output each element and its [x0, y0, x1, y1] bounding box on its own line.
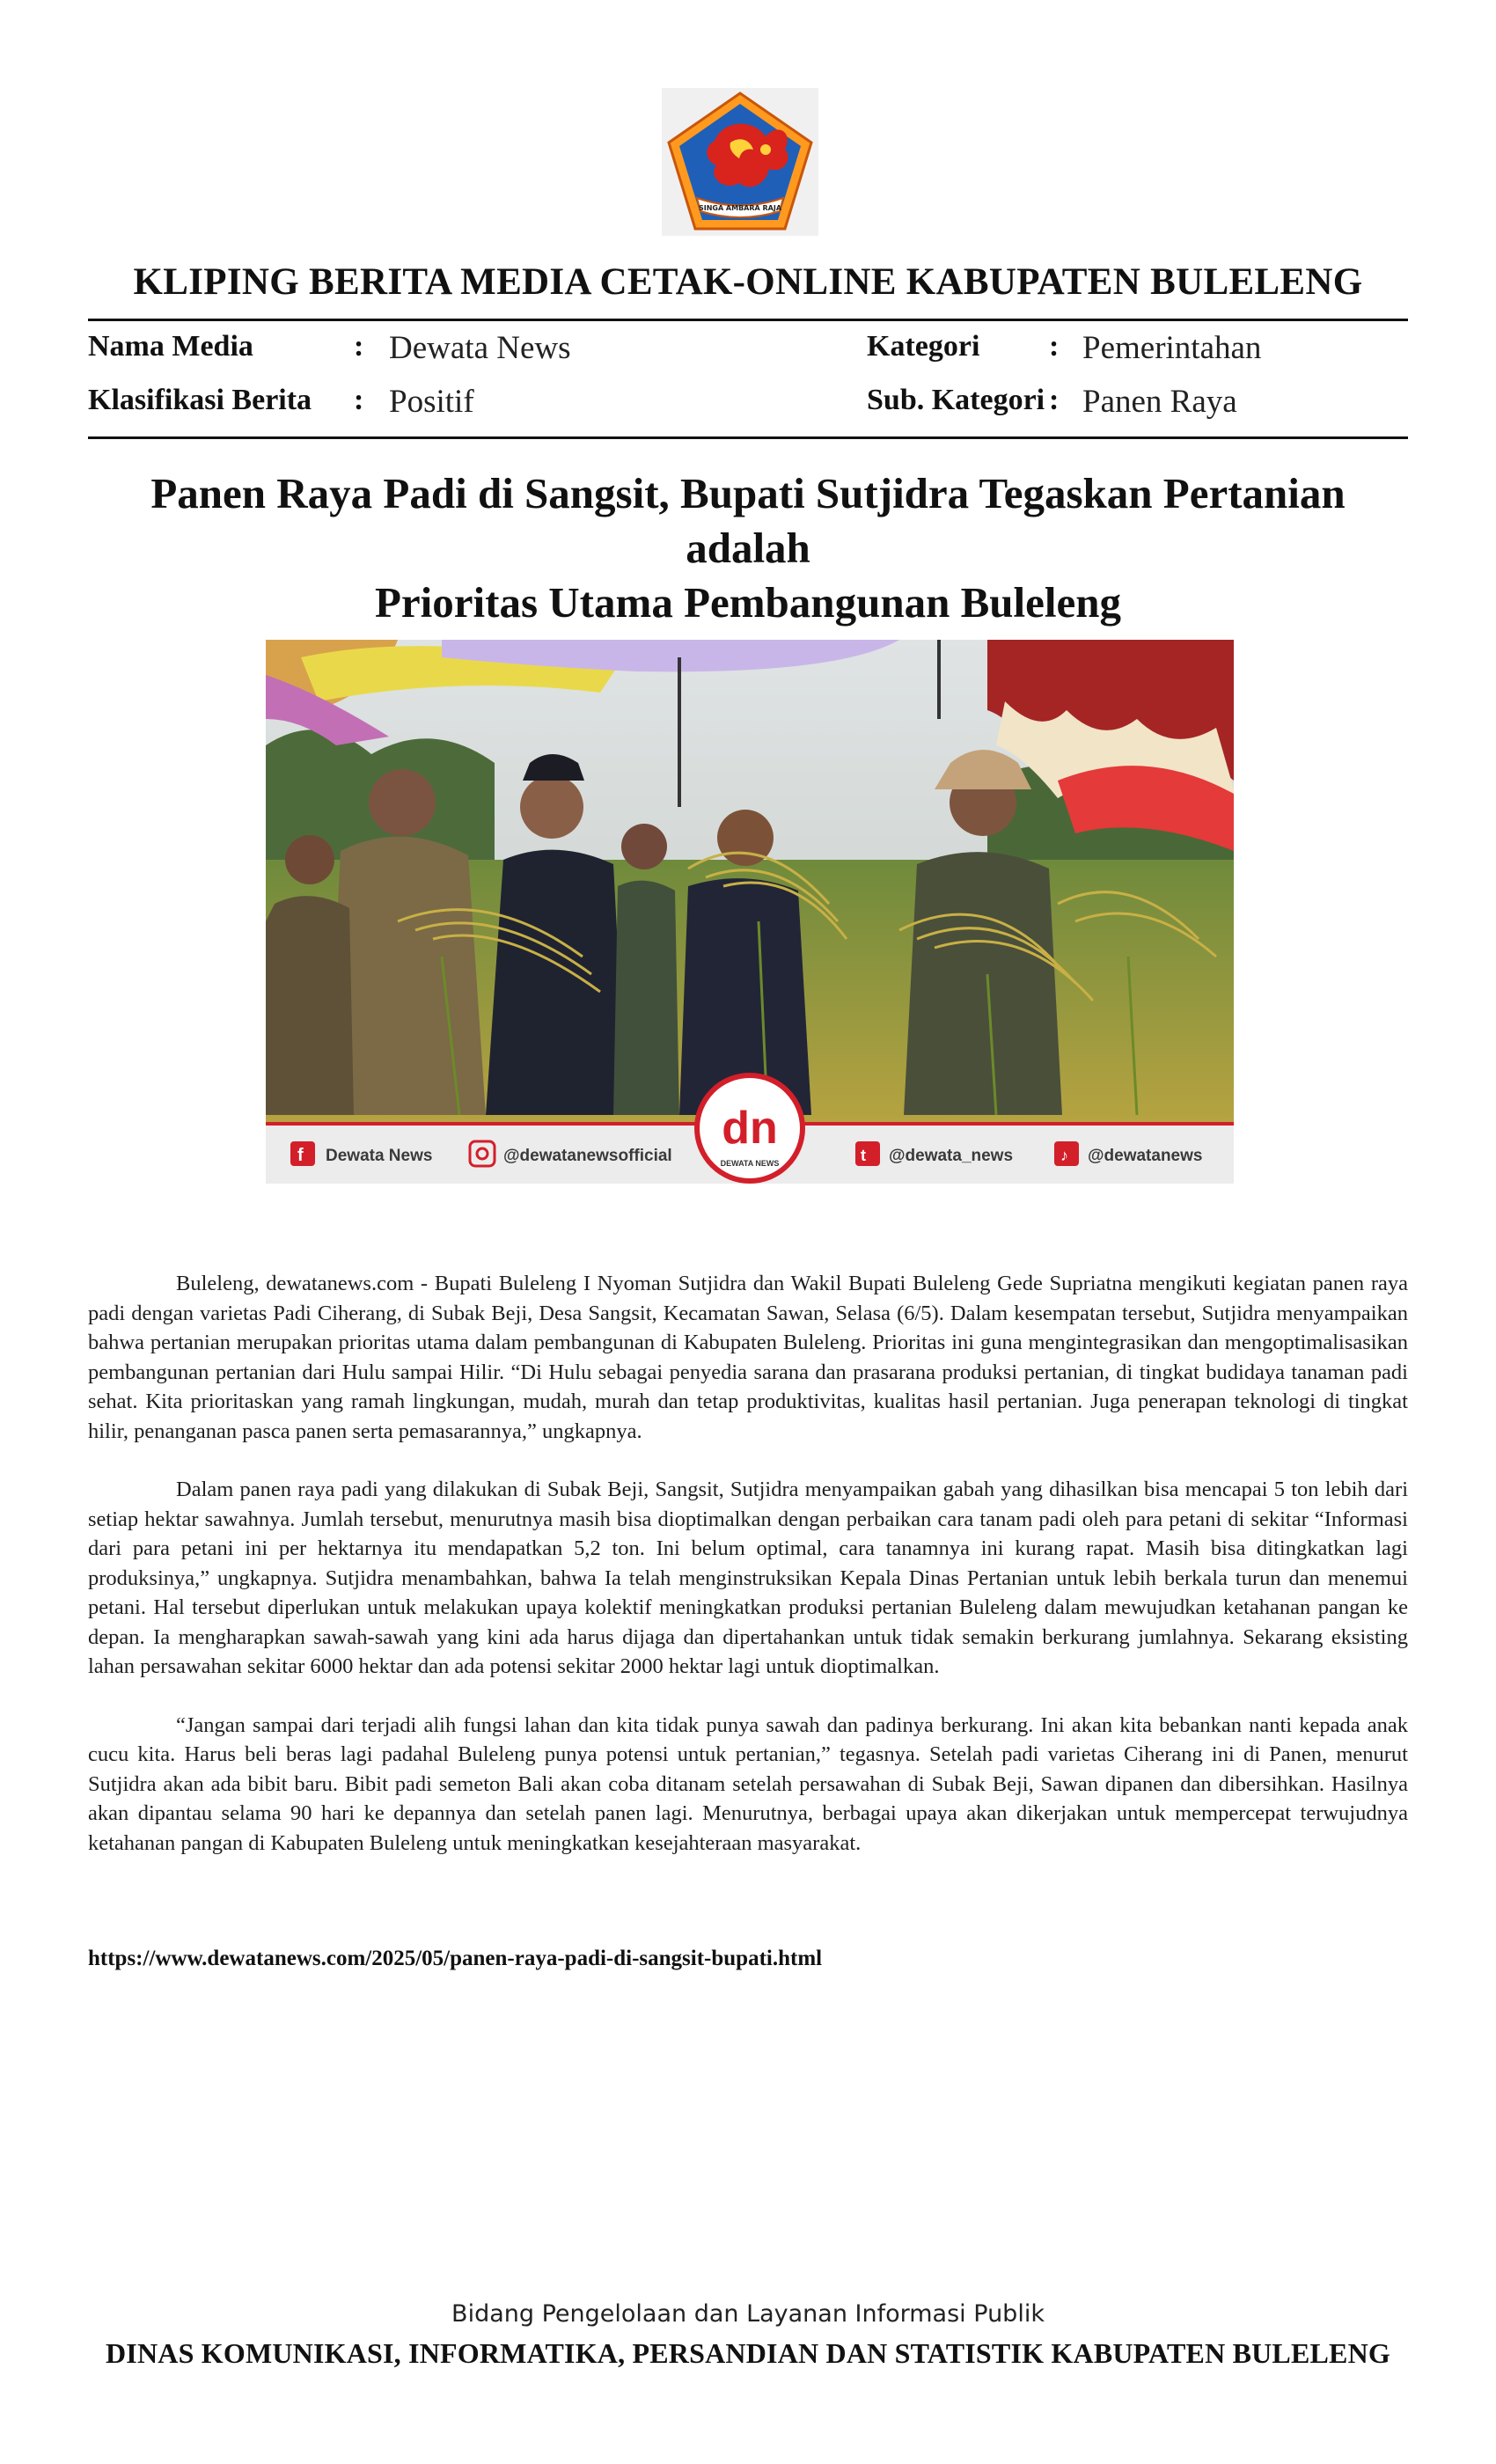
article-paragraph: Buleleng, dewatanews.com - Bupati Buleleng I Nyoman Sutjidra dan Wakil Bupati Buleleng Gede Supriatna mengikuti kegiatan panen raya padi dengan varietas Padi Ciherang, di Subak Beji, Desa Sangsit, Kecamatan Sawan, Selasa (6/5). Dalam kesempatan tersebut, Sutjidra menyampaikan bahwa pertanian merupakan prioritas utama dalam pembangunan di Kabupaten Buleleng. Prioritas ini guna mengintegrasikan dan mengoptimalisasikan pembangunan pertanian dari Hulu sampai Hilir. “Di Hulu sebagai penyedia sarana dan prasarana produksi pertanian, di tingkat budidaya tanaman padi sehat. Kita prioritaskan yang ramah lingkungan, mudah, murah dan tetap produktivitas, kualitas hasil pertanian. Juga penerapan teknologi di tingkat hilir, penanganan pasca panen serta pemasarannya,” ungkapnya.	[88, 1272, 1408, 1443]
article-headline	[88, 466, 1408, 630]
nama-media-colon: :	[354, 330, 364, 363]
svg-text:t: t	[861, 1147, 866, 1164]
kategori-colon: :	[1049, 330, 1060, 363]
photo-social-twitter: @dewata_news	[889, 1147, 1014, 1165]
photo-social-facebook: Dewata News	[326, 1147, 433, 1165]
article-body	[88, 1269, 1408, 1887]
kategori-label: Kategori	[867, 330, 980, 363]
svg-text:♪: ♪	[1060, 1147, 1068, 1164]
photo-logo-text: dn	[722, 1103, 778, 1154]
sub-kategori-colon: :	[1049, 384, 1060, 416]
article-paragraph: Dalam panen raya padi yang dilakukan di Subak Beji, Sangsit, Sutjidra menyampaikan gabah yang dihasilkan bisa mencapai 5 ton lebih dari setiap hektar sawahnya. Jumlah tersebut, menurutnya masih bisa dioptimalkan dengan perbaikan cara tanam padi oleh para petani di sekitar “Informasi dari para petani ini per hektarnya itu mendapatkan 5,2 ton. Ini belum optimal, cara tanamnya ini kurang rapat. Masih bisa ditingkatkan lagi produksinya,” ungkapnya. Sutjidra menambahkan, bahwa Ia telah menginstruksikan Kepala Dinas Pertanian untuk lebih berkala turun dan menemui petani. Hal tersebut diperlukan untuk melakukan upaya kolektif meningkatkan produksi pertanian Buleleng dalam mewujudkan ketahanan pangan ke depan. Ia mengharapkan sawah-sawah yang kini ada harus dijaga dan dipertahankan untuk tidak semakin berkurang jumlahnya. Sekarang eksisting lahan persawahan sekitar 6000 hektar dan ada potensi sekitar 2000 hektar lagi untuk dioptimalkan.	[88, 1478, 1408, 1678]
article-photo	[266, 640, 1234, 1184]
nama-media-label: Nama Media	[88, 330, 253, 363]
kliping-title: KLIPING BERITA MEDIA CETAK-ONLINE KABUPATEN BULELENG	[133, 261, 1363, 303]
klasifikasi-value: Positif	[389, 384, 474, 420]
sub-kategori-label: Sub. Kategori	[867, 384, 1045, 416]
kategori-value: Pemerintahan	[1082, 330, 1262, 366]
buleleng-emblem	[662, 88, 818, 236]
sub-kategori-value: Panen Raya	[1082, 384, 1237, 420]
photo-social-instagram: @dewatanewsofficial	[503, 1147, 672, 1165]
header-rule-bottom	[88, 436, 1408, 439]
footer-division: Bidang Pengelolaan dan Layanan Informasi Publik	[451, 2300, 1045, 2328]
photo-social-tiktok: @dewatanews	[1088, 1147, 1203, 1165]
headline-line-1: Panen Raya Padi di Sangsit, Bupati Sutjidra Tegaskan Pertanian adalah	[150, 469, 1346, 572]
emblem-ribbon-text: SINGA AMBARA RAJA	[698, 204, 782, 212]
photo-logo-subtext: DEWATA NEWS	[720, 1159, 780, 1168]
header-rule-top	[88, 319, 1408, 321]
svg-text:f: f	[297, 1146, 304, 1165]
headline-line-2: Prioritas Utama Pembangunan Buleleng	[375, 578, 1121, 627]
klasifikasi-colon: :	[354, 384, 364, 416]
article-url: https://www.dewatanews.com/2025/05/panen-raya-padi-di-sangsit-bupati.html	[88, 1947, 823, 1970]
footer-agency: DINAS KOMUNIKASI, INFORMATIKA, PERSANDIAN DAN STATISTIK KABUPATEN BULELENG	[105, 2337, 1391, 2369]
article-paragraph: “Jangan sampai dari terjadi alih fungsi lahan dan kita tidak punya sawah dan padinya berkurang. Ini akan kita bebankan nanti kepada anak cucu kita. Harus beli beras lagi padahal Buleleng punya potensi untuk pertanian,” tegasnya. Setelah padi varietas Ciherang ini di Panen, menurut Sutjidra akan ada bibit baru. Bibit padi semeton Bali akan coba ditanam setelah persawahan di Subak Beji, Sawan dipanen dan dibersihkan. Hasilnya akan dipantau selama 90 hari ke depannya dan setelah panen lagi. Menurutnya, berbagai upaya akan dikerjakan untuk mempercepat terwujudnya ketahanan pangan di Kabupaten Buleleng untuk meningkatkan kesejahteraan masyarakat.	[88, 1712, 1408, 1855]
nama-media-value: Dewata News	[389, 330, 571, 366]
klasifikasi-label: Klasifikasi Berita	[88, 384, 312, 416]
